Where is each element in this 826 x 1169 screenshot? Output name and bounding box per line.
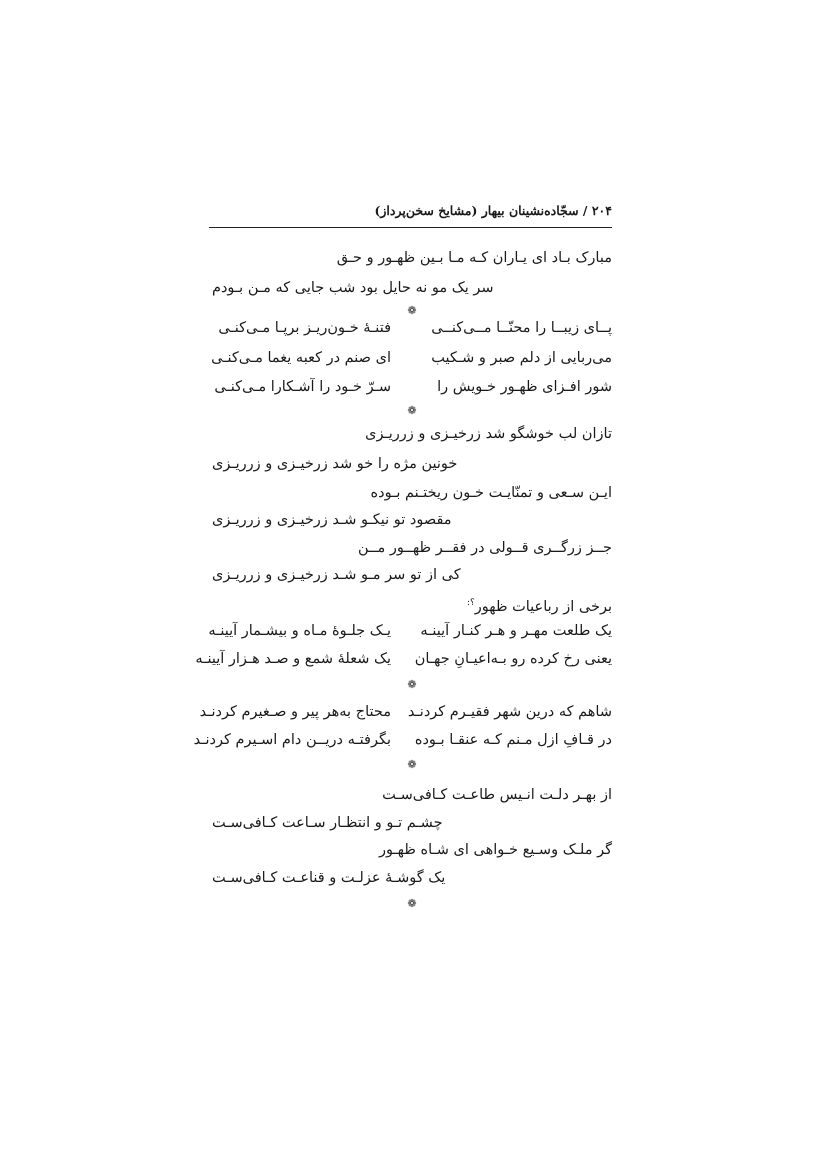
running-header: ۲۰۴ / سجّاده‌نشینان بیهار (مشایخ سخن‌پرداز) [374,203,612,218]
hemistich-right: در قـافِ ازل مـنم کـه عنقـا بـوده [414,732,612,748]
header-rule [209,227,612,228]
divider-ornament: ❁ [407,404,417,417]
hemistich-left: بگرفتـه دریــن دام اسـیرم کردنـد [193,732,391,748]
section-intro [467,593,612,617]
hemistich-right: می‌ربایی از دلم صبر و شـکیب [431,350,612,366]
divider-ornament: ❁ [407,304,417,317]
verse-line: یک گوشـۀ عزلـت و قناعـت کـافی‌سـت [212,870,446,886]
divider-ornament: ❁ [407,897,417,910]
hemistich-right: شور افـزای ظهـور خـویش را [437,379,612,395]
verse-line: مقصود تو نیکـو شـد زرخیـزی و زرریـزی [212,512,452,528]
hemistich-left: یک شعلۀ شمع و صـد هـزار آیینـه [195,651,391,667]
verse-line: کی از تو سر مـو شـد زرخیـزی و زرریـزی [212,567,461,583]
hemistich-right: پــای زیبــا را محنّــا مــی‌کنــی [431,320,612,336]
hemistich-left: فتنـۀ خـون‌ریـز برپـا مـی‌کنـی [218,320,391,336]
verse-line: از بهـر دلـت انـیس طاعـت کـافی‌سـت [382,787,612,803]
intro-text: برخی از رباعیات ظهور [474,598,612,615]
verse-line: تازان لب خوشگو شد زرخیـزی و زرریـزی [365,426,612,442]
hemistich-right: یعنی رخ کرده رو بـه‌اعیـانِ جهـان [414,651,612,667]
verse-line: جــز زرگــری قــولی در فقــر ظهــور مــن [357,540,612,556]
hemistich-right: شاهم که درین شهر فقیـرم کردنـد [407,704,612,720]
verse-line: مبارک بـاد ای یـاران کـه مـا بـین ظهـور و حـق [336,250,612,266]
verse-line: چشـم تـو و انتظـار سـاعت کـافی‌سـت [212,815,443,831]
hemistich-left: ای صنم در کعبه یغما مـی‌کنـی [211,350,391,366]
divider-ornament: ❁ [407,758,417,771]
hemistich-left: یـک جلـوۀ مـاه و بیشـمار آیینـه [208,623,391,639]
hemistich-left: محتاج به‌هر پیر و صـغیرم کردنـد [199,704,391,720]
divider-ornament: ❁ [407,678,417,691]
verse-line: گر ملـک وسـیع خـواهی ای شـاه ظهـور [378,842,612,858]
verse-line: خونین مژه را خو شد زرخیـزی و زرریـزی [212,456,458,472]
verse-line: سر یک مو نه حایل بود شب جایی که مـن بـودم [212,280,494,296]
hemistich-right: یک طلعت مهـر و هـر کنـار آیینـه [420,623,612,639]
verse-line: ایـن سـعی و تمنّایـت خـون ریختـنم بـوده [370,485,612,501]
intro-note: ؟: [466,598,475,608]
hemistich-left: سـرّ خـود را آشـکارا مـی‌کنـی [214,379,391,395]
